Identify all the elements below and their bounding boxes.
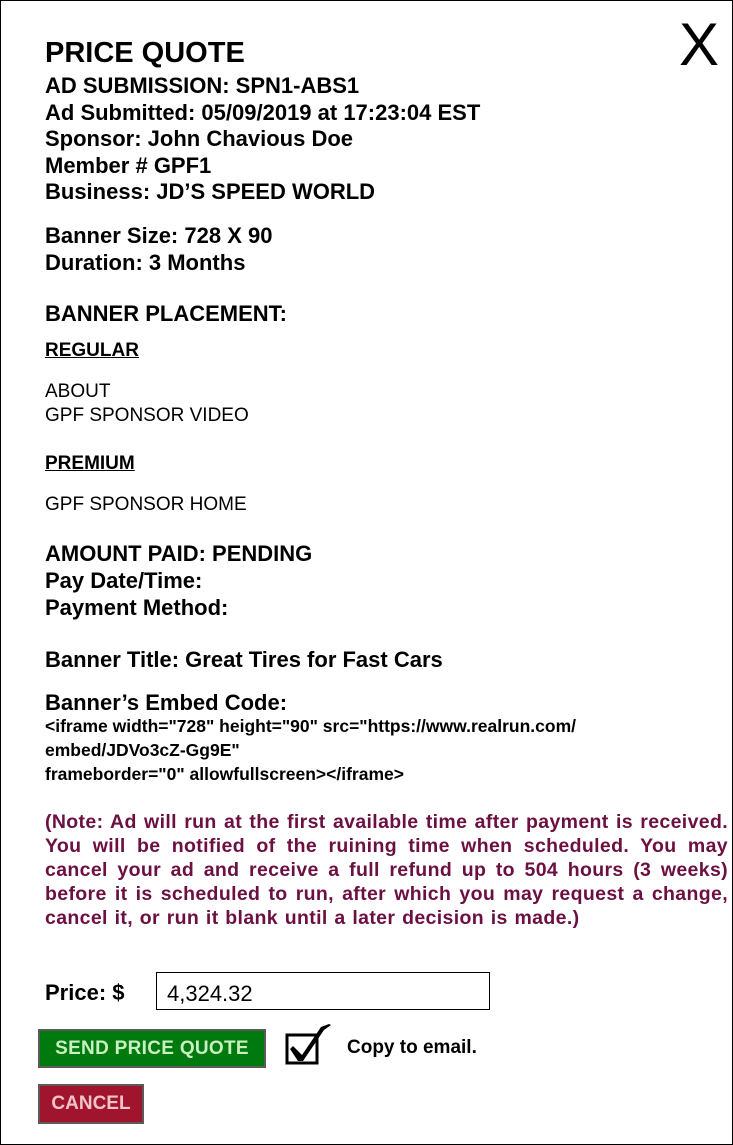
banner-placement-heading: BANNER PLACEMENT: xyxy=(45,301,287,326)
pay-date-time: Pay Date/Time: xyxy=(45,568,203,593)
embed-code-line: <iframe width="728" height="90" src="https://www.realrun.com/ xyxy=(45,716,576,736)
banner-size: Banner Size: 728 X 90 xyxy=(45,223,273,248)
embed-code-line: frameborder="0" allowfullscreen></iframe> xyxy=(45,764,404,784)
business-name: Business: JD’S SPEED WORLD xyxy=(45,179,376,204)
banner-title: Banner Title: Great Tires for Fast Cars xyxy=(45,647,443,672)
price-label: Price: $ xyxy=(45,980,125,1005)
amount-paid: AMOUNT PAID: PENDING xyxy=(45,541,313,566)
ad-submission-id: AD SUBMISSION: SPN1-ABS1 xyxy=(45,73,360,98)
copy-to-email-checkbox[interactable] xyxy=(285,1022,341,1066)
cancel-button[interactable]: CANCEL xyxy=(38,1084,144,1124)
premium-heading: PREMIUM xyxy=(45,453,135,474)
page-title: PRICE QUOTE xyxy=(45,37,245,69)
ad-submitted-date: Ad Submitted: 05/09/2019 at 17:23:04 EST xyxy=(45,100,481,125)
note-text: (Note: Ad will run at the first available time after payment is received. You will be notified of the ruining time when scheduled. You may cancel your ad and receive a full refund up to 504 hours (3 weeks) before it is scheduled to run, after which you may request a change, cancel it, or run it blank until a later decision is made.) xyxy=(45,811,728,929)
checkmark-icon xyxy=(285,1022,341,1066)
sponsor-name: Sponsor: John Chavious Doe xyxy=(45,126,354,151)
price-input[interactable] xyxy=(156,972,490,1010)
send-price-quote-button[interactable]: SEND PRICE QUOTE xyxy=(38,1029,266,1068)
duration: Duration: 3 Months xyxy=(45,250,246,275)
embed-code-heading: Banner’s Embed Code: xyxy=(45,690,288,715)
member-number: Member # GPF1 xyxy=(45,153,212,178)
placement-item-about: ABOUT xyxy=(45,381,111,402)
regular-heading: REGULAR xyxy=(45,340,139,361)
embed-code-line: embed/JDVo3cZ-Gg9E" xyxy=(45,740,240,760)
close-icon[interactable]: X xyxy=(679,11,720,78)
copy-to-email-label: Copy to email. xyxy=(347,1037,477,1058)
placement-item-sponsor-home: GPF SPONSOR HOME xyxy=(45,494,247,515)
placement-item-sponsor-video: GPF SPONSOR VIDEO xyxy=(45,405,249,426)
payment-method: Payment Method: xyxy=(45,595,229,620)
